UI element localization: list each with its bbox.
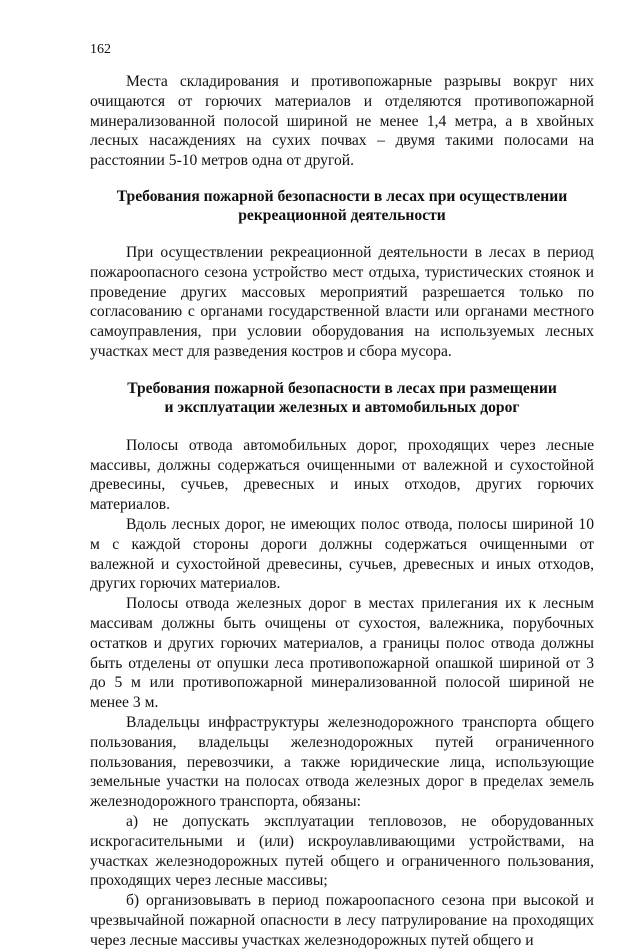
paragraph: Полосы отвода автомобильных дорог, проходящих через лесные массивы, должны содержаться очищенными от валежной и сухостойной древесины, сучьев, древесных и иных отходов, других горючих материалов. [90,436,594,514]
paragraph: При осуществлении рекреационной деятельности в лесах в период пожароопасного сезона устройство мест отдыха, туристических стоянок и проведение других массовых мероприятий разрешается только по согласованию с органами государственной власти или органами местного самоуправления, при условии оборудования на используемых лесных участках мест для разведения костров и сбора мусора. [90,243,594,360]
list-item: а) не допускать эксплуатации тепловозов, не оборудованных искрогасительными и (или) искроулавливающими устройствами, на участках железнодорожных путей общего и ограниченного пользования, проходящих через лесные массивы; [90,812,594,890]
paragraph: Места складирования и противопожарные разрывы вокруг них очищаются от горючих материалов и отделяются противопожарной минерализованной полосой шириной не менее 1,4 метра, а в хвойных лесных насаждениях на сухих почвах – двумя такими полосами на расстоянии 5-10 метров одна от другой. [90,73,594,170]
heading-line: рекреационной деятельности [238,206,446,224]
heading-line: Требования пожарной безопасности в лесах при осуществлении [116,187,568,205]
section-heading-recreation [90,187,594,225]
heading-line: и эксплуатации железных и автомобильных дорог [164,398,520,416]
paragraph: Полосы отвода железных дорог в местах прилегания их к лесным массивам должны быть очищены от сухостоя, валежника, порубочных остатков и других горючих материалов, а границы полос отвода должны быть отделены от опушки леса противопожарной опашкой шириной от 3 до 5 м или противопожарной минерализованной полосой шириной не менее 3 м. [90,595,594,712]
page-content [90,72,594,950]
paragraph: Вдоль лесных дорог, не имеющих полос отвода, полосы шириной 10 м с каждой стороны дороги должны содержаться очищенными от валежной и сухостойной древесины, сучьев, древесных и иных отходов, других горючих материалов. [90,515,594,593]
paragraph: Владельцы инфраструктуры железнодорожного транспорта общего пользования, владельцы железнодорожных путей ограниченного пользования, перевозчики, а также юридические лица, использующие земельные участки на полосах отвода железных дорог в пределах земель железнодорожного транспорта, обязаны: [90,713,594,811]
section-heading-roads [90,379,594,417]
list-item: б) организовывать в период пожароопасного сезона при высокой и чрезвычайной пожарной опасности в лесу патрулирование на проходящих через лесные массивы участках железнодорожных путей общего и [90,892,594,949]
heading-line: Требования пожарной безопасности в лесах при размещении [127,379,557,397]
page-number: 162 [90,42,111,57]
